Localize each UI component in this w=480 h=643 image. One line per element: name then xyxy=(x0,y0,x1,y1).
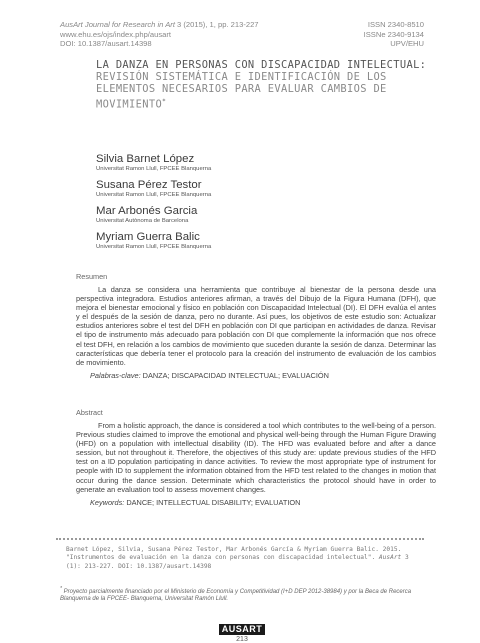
author-affiliation: Universitat Ramon Llull, FPCEE Blanquerna xyxy=(96,244,212,250)
footnote-text: Proyecto parcialmente financiado por el Ministerio de Economía y Competitividad (I+D DEP 2012-38984) y por la Beca de Recerca Blanquerna de la FPCEE- Blanquerna, Universitat Ramón Llull. xyxy=(60,589,412,603)
journal-line xyxy=(60,20,259,30)
author-name: Mar Arbonés Garcia xyxy=(96,205,198,217)
ausart-logo: AUSART xyxy=(219,624,265,635)
dotted-divider xyxy=(56,538,424,540)
header-left xyxy=(60,20,259,49)
title-part1: LA DANZA EN PERSONAS CON DISCAPACIDAD INTELECTUAL: xyxy=(96,59,427,71)
citation-details: 3 (1): 213-227. DOI: 10.1387/ausart.14398 xyxy=(66,554,409,570)
author xyxy=(96,231,426,251)
resumen-label: Resumen xyxy=(76,272,108,281)
footnote-mark: * xyxy=(60,586,62,592)
resumen-section xyxy=(76,272,436,380)
author-affiliation: Universitat Ramon Llull, FPCEE Blanquerna xyxy=(96,166,212,172)
abstract-text: From a holistic approach, the dance is considered a tool which contributes to the well-being of a person. Previous studies claimed to improve the emotional and physical well-being through the Human Figure Drawing (HFD) on a population with intellectual disability (ID). The HFD was evaluated before and after a dance session, but not throughout it. Therefore, the objectives of this study are: update previous studies of the HFD test on a ID population participating in dance activities. To review the most appropriate type of instrument for people with ID to supplement the information obtained from the HFD test related to the changes in motion that occur during the dance session. Determinate which characteristics the protocol should have in order to generate an evaluation tool to assess movement changes. xyxy=(76,421,436,494)
author-list xyxy=(96,153,426,257)
journal-doi: DOI: 10.1387/ausart.14398 xyxy=(60,39,152,49)
author-affiliation: Universitat Ramon Llull, FPCEE Blanquerna xyxy=(96,192,212,198)
abstract-keywords xyxy=(76,498,436,507)
issn: ISSN 2340-8510 xyxy=(367,20,424,29)
title-footnote-mark: * xyxy=(162,97,167,105)
journal-issue: 3 (2015), 1, pp. 213-227 xyxy=(174,20,259,29)
journal-url[interactable]: www.ehu.es/ojs/index.php/ausart xyxy=(60,29,172,39)
header-right xyxy=(364,20,424,49)
author-name: Susana Pérez Testor xyxy=(96,179,202,191)
journal-name: AusArt Journal for Research in Art xyxy=(60,20,175,29)
title-part2: REVISIÓN SISTEMÁTICA E IDENTIFICACIÓN DE LOS ELEMENTOS NECESARIOS PARA EVALUAR CAMBIOS DE MOVIMIENTO xyxy=(96,71,387,111)
author-name: Myriam Guerra Balic xyxy=(96,231,200,243)
abstract-keywords-values: DANCE; INTELLECTUAL DISABILITY; EVALUATION xyxy=(124,497,301,507)
abstract-label: Abstract xyxy=(76,408,103,417)
page-number: 213 xyxy=(236,636,248,643)
resumen-keywords xyxy=(76,371,436,380)
author xyxy=(96,179,426,199)
resumen-keywords-values: DANZA; DISCAPACIDAD INTELECTUAL; EVALUACIÓN xyxy=(140,370,329,380)
citation xyxy=(66,546,426,571)
publisher: UPV/EHU xyxy=(390,39,424,49)
funding-footnote xyxy=(60,586,440,604)
abstract-keywords-label: Keywords: xyxy=(90,497,125,507)
resumen-keywords-label: Palabras-clave: xyxy=(90,370,141,380)
resumen-text: La danza se considera una herramienta que contribuye al bienestar de la persona desde una perspectiva integradora. Estudios anteriores afirman, a través del Dibujo de la Figura Humana (DFH), que mejora el bienestar emocional y físico en población con Discapacidad Intelectual (DI). El DFH evalúa el antes y el después de la sesión de danza, pero no durante. Así pues, los objetivos de este estudio son: Actualizar estudios anteriores sobre el test del DFH en población con DI que participan en actividades de danza. Revisar el tipo de instrumento más adecuado para población con DI que complemente la información que nos ofrece el test DFH, en relación a los cambios de movimiento que suceden durante la sesión de danza. Determinar las características que debería tener el protocolo para la creación del instrumento de evaluación de los cambios de movimiento. xyxy=(76,285,436,367)
author-affiliation: Universitat Autònoma de Barcelona xyxy=(96,218,189,224)
citation-journal: AusArt xyxy=(378,554,402,562)
author xyxy=(96,205,426,225)
author xyxy=(96,153,426,173)
citation-authors: Barnet López, Silvia, Susana Pérez Testor, Mar Arbonés García & Myriam Guerra Balic. 2015. "Instrumentos de evaluación en la danza con personas con discapacidad intelectual". xyxy=(66,546,402,562)
paper-title xyxy=(96,59,436,110)
author-name: Silvia Barnet López xyxy=(96,153,195,165)
abstract-section xyxy=(76,408,436,507)
issne: ISSNe 2340-9134 xyxy=(363,29,424,39)
